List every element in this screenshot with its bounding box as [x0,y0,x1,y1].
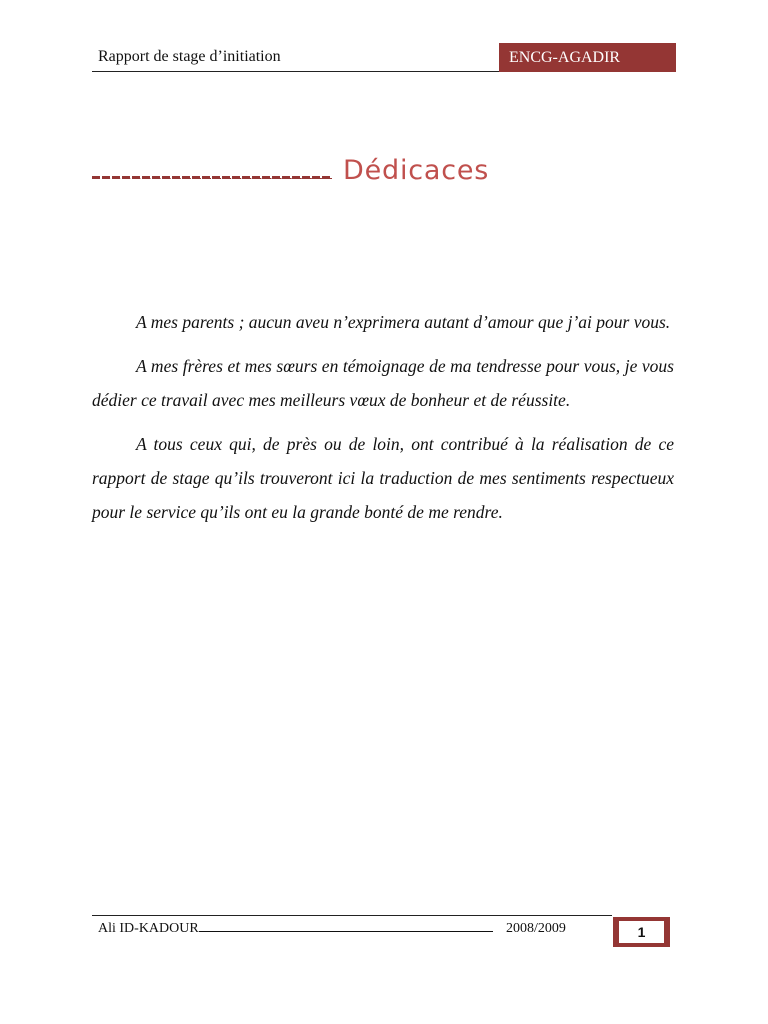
page-title: Dédicaces [343,155,490,186]
paragraph-contributors: A tous ceux qui, de près ou de loin, ont contribué à la réalisation de ce rapport de stage qu’ils trouveront ici la traduction de mes sentiments respectueux pour le service qu’ils ont eu la grande bonté de me rendre. [92,434,674,522]
section-heading [92,147,489,187]
title-underline [92,176,332,179]
header-title: Rapport de stage d’initiation [98,48,281,65]
header-badge: ENCG-AGADIR [499,43,676,72]
paragraph-parents: A mes parents ; aucun aveu n’exprimera autant d’amour que j’ai pour vous. [136,312,671,332]
dedication-body [92,305,674,539]
page-number-box [613,917,670,947]
footer-author: Ali ID-KADOUR [98,921,199,936]
footer-year: 2008/2009 [506,921,566,936]
header-rule [92,71,500,72]
footer-underline [199,930,493,932]
page-number: 1 [619,921,664,943]
footer-rule [92,915,612,916]
footer-author-line [98,920,493,938]
paragraph-siblings: A mes frères et mes sœurs en témoignage de ma tendresse pour vous, je vous dédier ce travail avec mes meilleurs vœux de bonheur et de réussite. [92,356,674,410]
